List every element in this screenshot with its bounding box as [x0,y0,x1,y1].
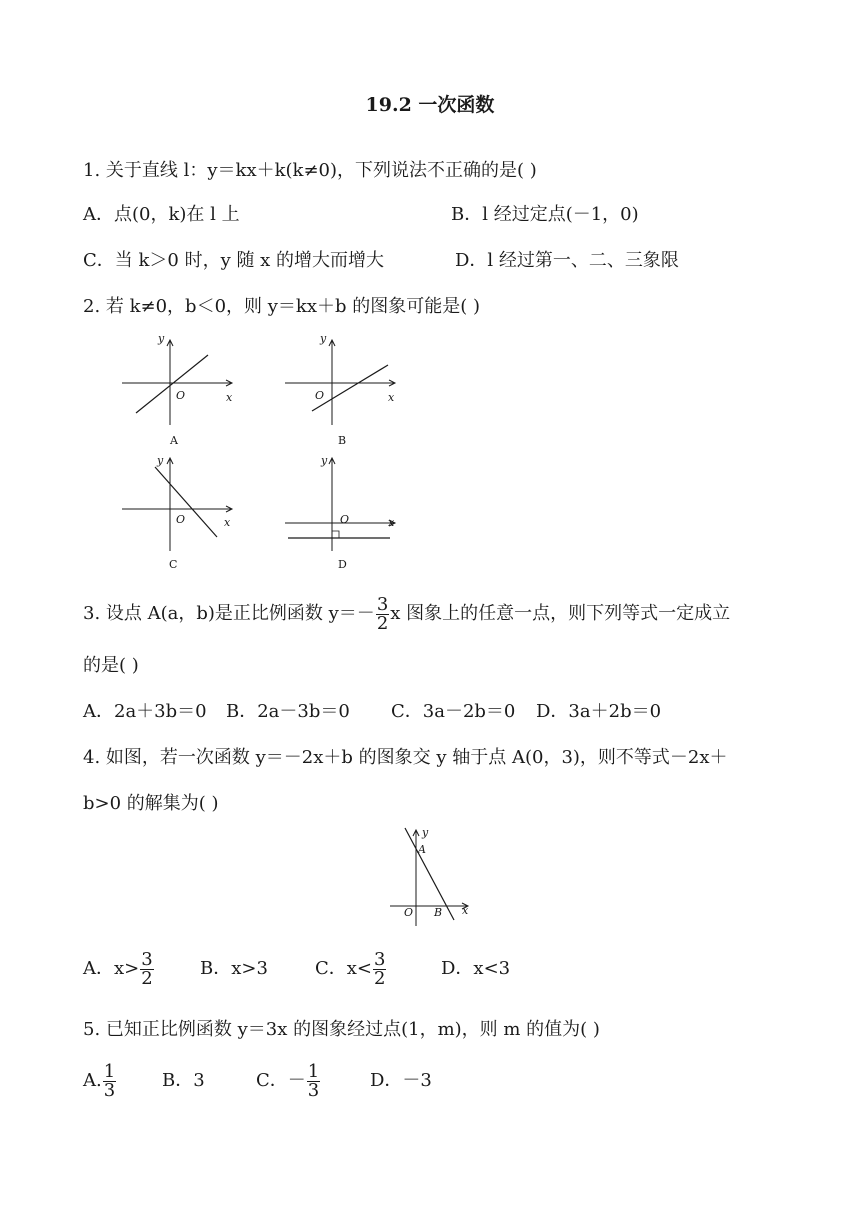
graph-b [285,332,395,447]
question-4-fig-origin: O [404,906,414,919]
question-5-option-a-num: 1 [103,1060,116,1082]
question-5-option-a-den: 3 [103,1079,116,1101]
question-5-option-c [256,1058,321,1104]
question-3-stem-line2: 的是( ) [83,655,139,676]
question-4-fig-point-a: A [418,843,426,856]
question-4-option-a [83,946,155,992]
question-2-figures [110,325,410,575]
question-5-option-a-pre: A. [83,1070,102,1091]
graph-a-x-label: x [226,391,233,404]
question-4-option-a-den: 2 [141,967,153,989]
question-4-option-b: B．x>3 [200,958,268,979]
question-3-option-b: B．2a－3b＝0 [226,701,350,722]
graph-d-y-label: y [321,454,328,467]
question-4-option-c-den: 2 [374,967,386,989]
question-3-stem-pre: 3. 设点 A(a，b)是正比例函数 y＝－ [83,603,375,624]
graph-d-label: D [338,558,347,571]
graph-b-y-label: y [320,332,327,345]
graph-c-label: C [169,558,178,571]
question-4-option-c [315,946,387,992]
question-4-option-d: D．x<3 [441,958,511,979]
graph-d-origin-label: O [340,513,350,526]
question-5-option-c-pre: C．－ [256,1070,306,1091]
question-3-option-c: C．3a－2b＝0 [391,701,516,722]
question-3-fraction-num: 3 [376,593,389,615]
question-4-stem-line2: b>0 的解集为( ) [83,793,219,814]
question-4-option-a-fraction [140,948,153,989]
graph-a-y-label: y [158,332,165,345]
question-5-option-a [83,1058,117,1104]
question-3-fraction [376,593,389,634]
question-2-stem: 2. 若 k≠0，b＜0，则 y＝kx＋b 的图象可能是( ) [83,296,480,317]
question-5-option-d: D．－3 [370,1070,432,1091]
question-3-option-d: D．3a＋2b＝0 [536,701,662,722]
graph-c [122,454,232,571]
question-4-stem-line1: 4. 如图，若一次函数 y＝－2x＋b 的图象交 y 轴于点 A(0，3)，则不等式－2x＋ [83,747,728,768]
question-4-fig-y-label: y [422,826,429,839]
question-1-option-a: A．点(0，k)在 l 上 [83,204,240,225]
graph-d [285,454,395,571]
question-5-stem: 5. 已知正比例函数 y＝3x 的图象经过点(1，m)，则 m 的值为( ) [83,1019,600,1040]
question-3-option-a: A．2a＋3b＝0 [83,701,207,722]
graph-b-x-label: x [388,391,395,404]
question-1-option-b: B．l 经过定点(－1，0) [451,204,639,225]
graph-b-label: B [338,434,347,447]
question-5-option-a-fraction [103,1060,116,1101]
graph-a [122,332,233,447]
question-1-stem: 1. 关于直线 l：y＝kx＋k(k≠0)，下列说法不正确的是( ) [83,160,537,181]
graph-c-origin-label: O [176,513,186,526]
question-4-option-a-num: 3 [141,948,153,970]
graph-b-origin-label: O [315,389,325,402]
question-5-option-c-num: 1 [307,1060,320,1082]
question-1-option-c: C．当 k＞0 时，y 随 x 的增大而增大 [83,250,385,271]
question-5-option-c-den: 3 [307,1079,320,1101]
graph-c-y-label: y [157,454,164,467]
question-4-fig-x-label: x [462,904,469,917]
question-3-stem [83,586,730,642]
graph-a-label: A [170,434,178,447]
page-title: 19.2 一次函数 [365,94,495,116]
question-4-option-c-pre: C．x< [315,958,373,979]
graph-a-origin-label: O [176,389,186,402]
question-4-figure [385,822,480,932]
question-5-option-b: B．3 [162,1070,205,1091]
question-3-fraction-den: 2 [376,612,389,634]
graph-d-x-label: x [388,516,395,529]
question-5-option-c-fraction [307,1060,320,1101]
question-4-option-c-fraction [373,948,386,989]
question-3-stem-post: x 图象上的任意一点，则下列等式一定成立 [390,603,731,624]
question-4-option-c-num: 3 [374,948,386,970]
question-4-fig-point-b: B [434,906,443,919]
question-4-option-a-pre: A．x> [83,958,140,979]
question-1-option-d: D．l 经过第一、二、三象限 [455,250,679,271]
graph-c-x-label: x [224,516,231,529]
